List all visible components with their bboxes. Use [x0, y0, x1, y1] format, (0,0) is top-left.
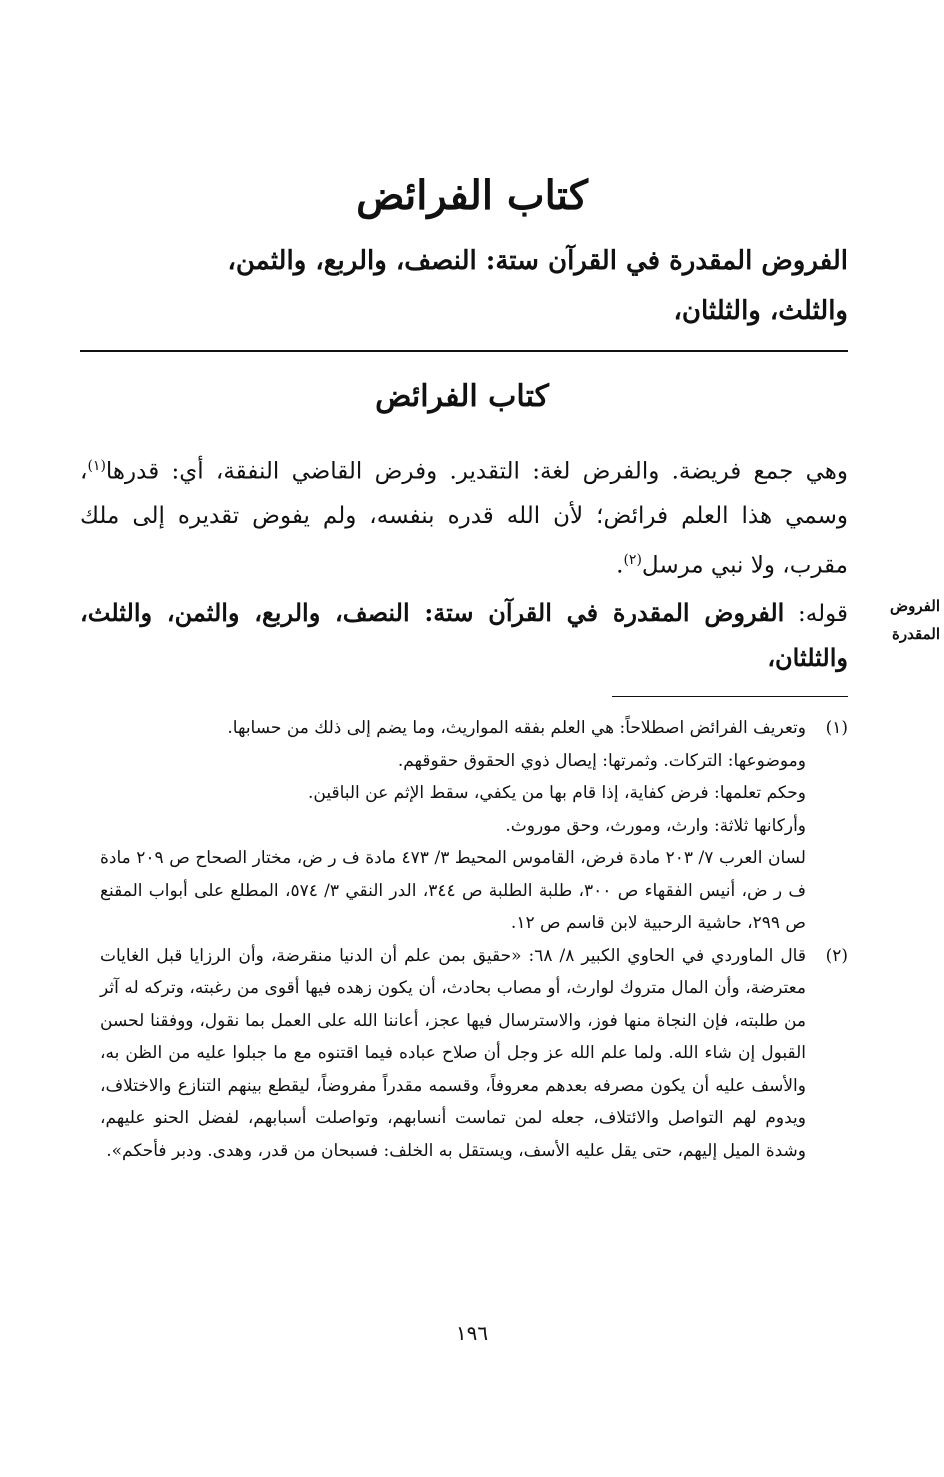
footnote-1 [100, 712, 848, 940]
commentary [80, 444, 848, 681]
footnote-number: (٢) [825, 945, 848, 966]
separator-line [80, 350, 848, 352]
footnote-body [100, 712, 806, 940]
matn-line-1: الفروض المقدرة في القرآن ستة: النصف، والربع، والثمن، [227, 246, 848, 276]
footnote-2 [100, 940, 848, 1168]
qawl-prefix: قوله: [784, 601, 848, 628]
commentary-intro [80, 444, 848, 587]
footnote-line: وحكم تعلمها: فرض كفاية، إذا قام بها من يكفي، سقط الإثم عن الباقين. [307, 783, 806, 803]
footnote-line: وموضوعها: التركات. وثمرتها: إيصال ذوي الحقوق حقوقهم. [397, 750, 806, 771]
intro-text-a: وهي جمع فريضة. والفرض لغة: التقدير. وفرض القاضي النفقة، أي: قدرها [105, 458, 848, 485]
page-number: ١٩٦ [455, 1321, 489, 1345]
footnote-body [100, 940, 806, 1168]
footnote-separator [612, 696, 848, 697]
footnote-ref-1[interactable]: (١) [87, 458, 106, 474]
footnote-number: (١) [825, 718, 848, 738]
book-title: كتاب الفرائض [356, 172, 588, 219]
footnote-line: وتعريف الفرائض اصطلاحاً: هي العلم بفقه المواريث، وما يضم إلى ذلك من حسابها. [227, 718, 806, 738]
footnote-line: لسان العرب ٧/ ٢٠٣ مادة فرض، القاموس المحيط ٣/ ٤٧٣ مادة ف ر ض، مختار الصحاح ص ٢٠٩ مادة ف ر ض، أنيس الفقهاء ص ٣٠٠، طلبة الطلبة ص ٣٤٤، الدر النقي ٣/ ٥٧٤، المطلع على أبواب المقنع ص ٢٩٩، حاشية الرحبية لابن قاسم ص ١٢. [100, 848, 806, 933]
matn-text [70, 236, 848, 336]
margin-note-line-1: الفروض [890, 597, 940, 615]
qawl-bold: الفروض المقدرة في القرآن ستة: النصف، والربع، والثمن، والثلث، والثلثان، [80, 598, 848, 673]
footnote-ref-2[interactable]: (٢) [623, 551, 642, 568]
footnotes [100, 712, 848, 1167]
intro-text-c: . [616, 552, 624, 579]
footnote-line: قال الماوردي في الحاوي الكبير ٨/ ٦٨: «حقيق بمن علم أن الدنيا منقرضة، وأن الرزايا قبل الغايات معترضة، وأن المال متروك لوارث، أو مصاب بحادث، أن يكون زهده فيها أقوى من رغبته، وتركه له آثر من طلبته، فإن النجاة منها فوز، والاسترسال فيها عجز، أعاننا الله على العمل بما نقول، ووفقنا لحسن القبول إن شاء الله. ولما علم الله عز وجل أن صلاح عباده فيما اقتنوه مع ما جبلوا عليه من الظن به، والأسف عليه أن يكون مصرفه بعدهم معروفاً، وقسمه مقدراً مفروضاً، ليقطع بينهم التنازع والاختلاف، ويدوم لهم التواصل والائتلاف، جعله لمن تماست أنسابهم، وتواصلت أسبابهم، لفضل الحنو عليهم، وشدة الميل إليهم، حتى يقل عليه الأسف، ويستقل به الخلف: فسبحان من قدر، وهدى. ودبر فأحكم». [100, 945, 806, 1161]
intro-text-b: ، وسمي هذا العلم فرائض؛ لأن الله قدره بنفسه، ولم يفوض تقديره إلى ملك مقرب، ولا نبي مرسل [80, 458, 848, 579]
margin-note [860, 592, 940, 648]
matn-line-2: والثلث، والثلثان، [673, 296, 848, 326]
quoted-matn [80, 591, 848, 681]
footnote-line: وأركانها ثلاثة: وارث، ومورث، وحق موروث. [505, 815, 806, 836]
margin-note-line-2: المقدرة [892, 625, 940, 643]
section-title: كتاب الفرائض [375, 379, 549, 414]
